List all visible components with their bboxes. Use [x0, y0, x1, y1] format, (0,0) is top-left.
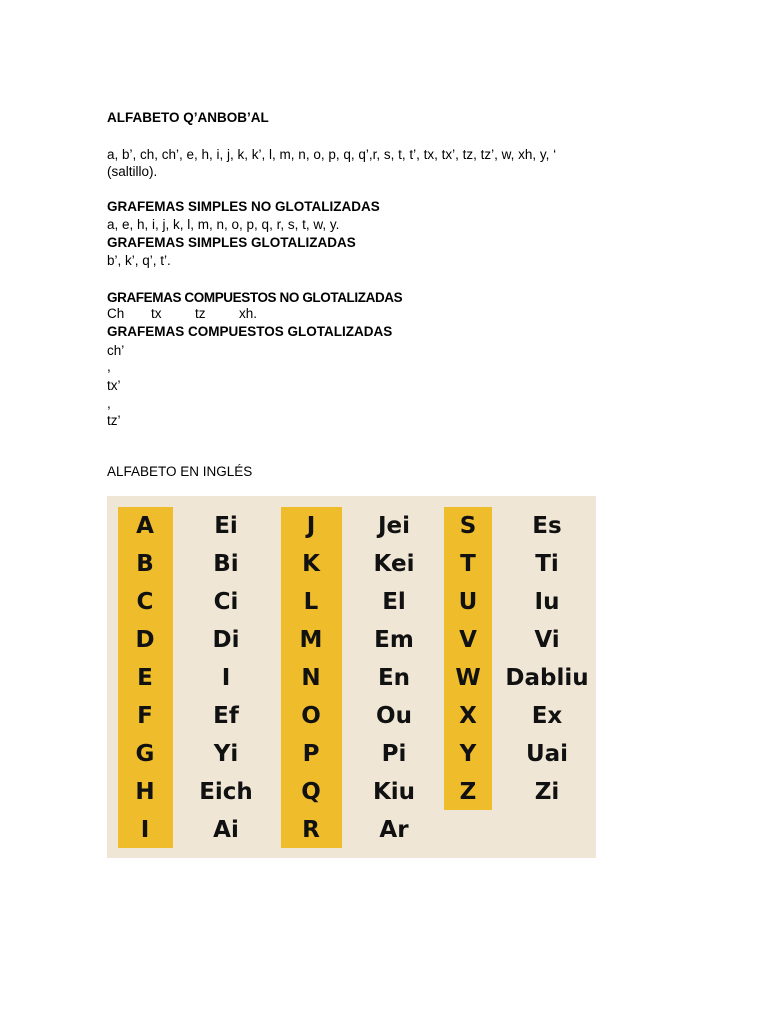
alphabet-letter-name: Dabliu: [505, 665, 589, 691]
compound-item: tx: [151, 306, 162, 321]
alphabet-letter: V: [459, 627, 477, 653]
compound-glottalized-item: tx’: [107, 378, 121, 393]
alphabet-letter: D: [135, 627, 155, 653]
alphabet-letter: S: [459, 513, 477, 539]
alphabet-letter-name: Ci: [213, 589, 239, 615]
heading-simple-glottalized: GRAFEMAS SIMPLES GLOTALIZADAS: [107, 235, 356, 250]
heading-simple-non-glottalized: GRAFEMAS SIMPLES NO GLOTALIZADAS: [107, 199, 380, 214]
list-simple-glottalized: b’, k’, q’, t’.: [107, 253, 171, 268]
alphabet-letter-name: Es: [532, 513, 562, 539]
english-alphabet-title: ALFABETO EN INGLÉS: [107, 464, 253, 479]
alphabet-letter-name: Vi: [534, 627, 560, 653]
alphabet-letter-name: En: [377, 665, 411, 691]
alphabet-letter: E: [137, 665, 153, 691]
alphabet-letter-name: Pi: [381, 741, 407, 767]
alphabet-list-line-1: a, b’, ch, ch’, e, h, i, j, k, k’, l, m, n, o, p, q, q’,r, s, t, t’, tx, tx’, tz, tz’, w, xh, y, ‘: [107, 147, 557, 162]
alphabet-letter: R: [302, 817, 320, 843]
alphabet-letter-name: Ei: [214, 513, 238, 539]
alphabet-letter-name: Eich: [199, 779, 253, 805]
alphabet-letter-name: El: [382, 589, 406, 615]
alphabet-letter-name: Em: [374, 627, 414, 653]
list-simple-non-glottalized: a, e, h, i, j, k, l, m, n, o, p, q, r, s, t, w, y.: [107, 217, 340, 232]
compound-item: xh.: [239, 306, 258, 321]
alphabet-letter-name: Ti: [535, 551, 559, 577]
alphabet-letter-name: Ef: [213, 703, 239, 729]
alphabet-letter-name: Jei: [377, 513, 411, 539]
alphabet-letter: C: [136, 589, 154, 615]
alphabet-letter-name: Kei: [373, 551, 415, 577]
alphabet-letter: F: [137, 703, 153, 729]
alphabet-letter: M: [299, 627, 323, 653]
heading-compound-glottalized: GRAFEMAS COMPUESTOS GLOTALIZADAS: [107, 324, 393, 339]
alphabet-letter: K: [302, 551, 320, 577]
alphabet-letter-name: Iu: [534, 589, 560, 615]
alphabet-letter: H: [135, 779, 155, 805]
alphabet-letter-name: Zi: [534, 779, 560, 805]
alphabet-letter-name: Bi: [213, 551, 239, 577]
alphabet-letter-name: Ar: [379, 817, 409, 843]
alphabet-letter-name: Kiu: [372, 779, 416, 805]
list-compound-non-glottalized: [107, 306, 257, 322]
alphabet-letter: G: [135, 741, 155, 767]
alphabet-letter: W: [455, 665, 481, 691]
compound-glottalized-separator: ,: [107, 359, 111, 374]
compound-item: tz: [195, 306, 206, 321]
alphabet-letter: U: [458, 589, 478, 615]
alphabet-letter-name: I: [221, 665, 231, 691]
alphabet-letter: Q: [301, 779, 321, 805]
heading-compound-non-glottalized: GRAFEMAS COMPUESTOS NO GLOTALIZADAS: [107, 290, 403, 305]
alphabet-letter: A: [136, 513, 154, 539]
compound-glottalized-separator: ,: [107, 396, 111, 411]
english-alphabet-chart: [107, 496, 596, 858]
alphabet-letter-name: Ex: [531, 703, 563, 729]
compound-item: Ch: [107, 306, 125, 321]
alphabet-letter-name: Di: [212, 627, 240, 653]
alphabet-list-line-2: (saltillo).: [107, 164, 158, 179]
alphabet-letter: I: [140, 817, 150, 843]
alphabet-letter-name: Ai: [213, 817, 239, 843]
alphabet-letter: B: [136, 551, 154, 577]
alphabet-letter: X: [459, 703, 477, 729]
alphabet-letter: J: [306, 513, 316, 539]
alphabet-letter: L: [303, 589, 319, 615]
compound-glottalized-item: tz’: [107, 413, 121, 428]
alphabet-letter: Y: [459, 741, 477, 767]
document-title: ALFABETO Q’ANBOB’AL: [107, 110, 269, 125]
alphabet-letter-name: Ou: [376, 703, 412, 729]
alphabet-letter: P: [302, 741, 320, 767]
compound-glottalized-item: ch’: [107, 343, 125, 358]
alphabet-letter: T: [460, 551, 476, 577]
alphabet-letter: Z: [459, 779, 477, 805]
alphabet-letter-name: Yi: [213, 741, 239, 767]
alphabet-letter-name: Uai: [525, 741, 569, 767]
alphabet-letter: N: [301, 665, 321, 691]
alphabet-letter: O: [301, 703, 321, 729]
